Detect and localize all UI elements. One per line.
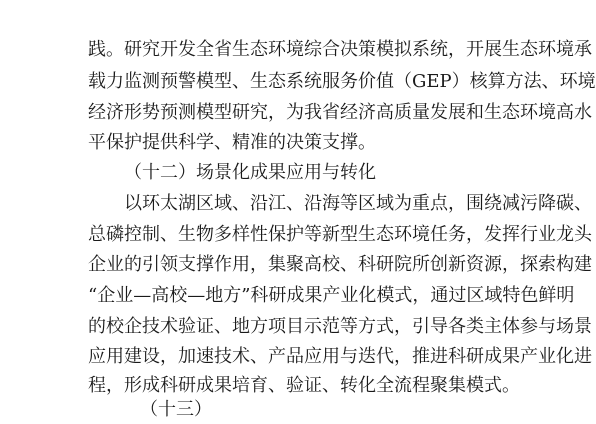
section-heading: （十二）场景化成果应用与转化 xyxy=(124,162,376,183)
paragraph-2-line-3: 企业的引领支撑作用，集聚高校、科研院所创新资源，探索构建 xyxy=(88,254,592,275)
paragraph-2-line-6: 应用建设，加速技术、产品应用与迭代，推进科研成果产业化进 xyxy=(88,346,592,367)
paragraph-2-line-7: 程，形成科研成果培育、验证、转化全流程聚集模式。 xyxy=(88,375,520,396)
paragraph-1-line-1: 践。研究开发全省生态环境综合决策模拟系统，开展生态环境承 xyxy=(88,39,592,60)
paragraph-2-line-4: “企业—高校—地方”科研成果产业化模式，通过区域特色鲜明 xyxy=(88,285,575,306)
paragraph-1-line-4: 平保护提供科学、精准的决策支撑。 xyxy=(88,132,376,153)
paragraph-1-line-2: 载力监测预警模型、生态系统服务价值（GEP）核算方法、环境 xyxy=(88,71,596,92)
paragraph-2-line-2: 总磷控制、生物多样性保护等新型生态环境任务，发挥行业龙头 xyxy=(88,224,592,245)
paragraph-2-line-1: 以环太湖区域、沿江、沿海等区域为重点，围绕减污降碳、 xyxy=(124,193,592,214)
truncated-next-heading: （十三） xyxy=(140,399,212,420)
paragraph-2-line-5: 的校企技术验证、地方项目示范等方式，引导各类主体参与场景 xyxy=(88,316,592,337)
paragraph-1-line-3: 经济形势预测模型研究，为我省经济高质量发展和生态环境高水 xyxy=(88,102,592,123)
